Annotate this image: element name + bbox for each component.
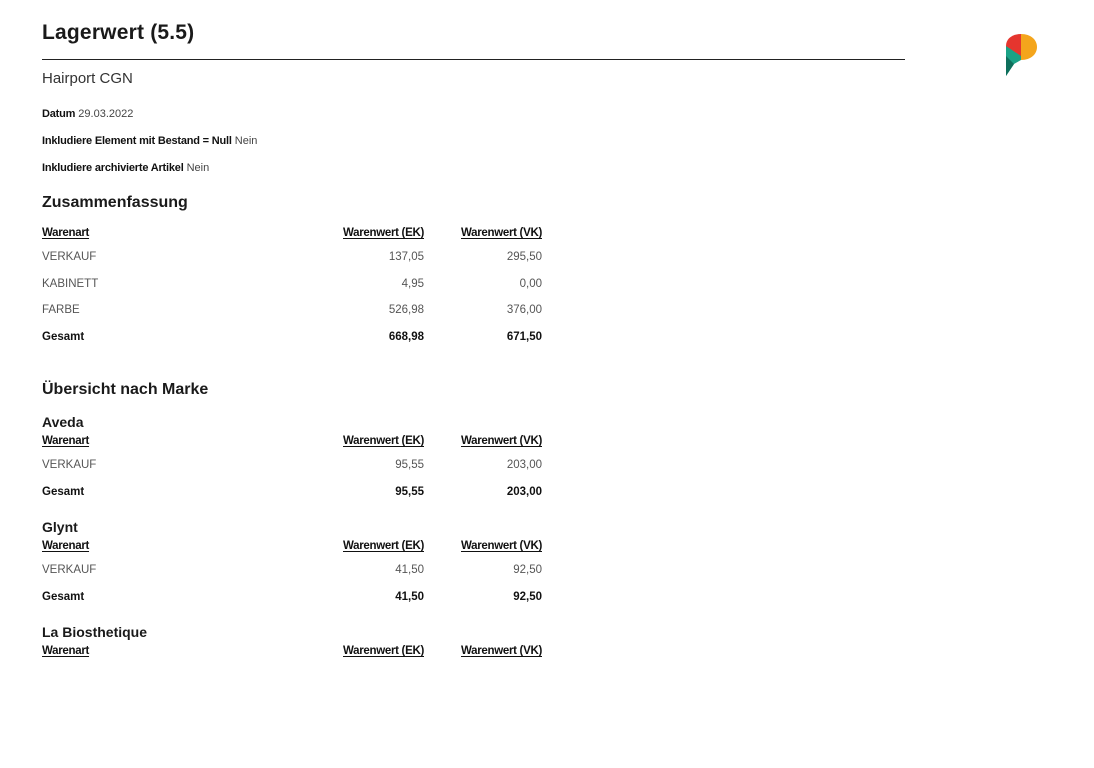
column-header-type: Warenart bbox=[42, 645, 90, 657]
report-title: Lagerwert (5.5) bbox=[42, 18, 905, 60]
summary-table bbox=[42, 223, 542, 350]
brand-table-aveda bbox=[42, 431, 542, 505]
cell-type: VERKAUF bbox=[42, 564, 97, 576]
total-ek: 668,98 bbox=[388, 330, 424, 343]
cell-ek: 4,95 bbox=[401, 277, 424, 290]
meta-value: Nein bbox=[234, 135, 258, 147]
column-header-ek: Warenwert (EK) bbox=[343, 645, 424, 657]
total-row bbox=[42, 324, 542, 351]
report-subtitle: Hairport CGN bbox=[42, 70, 133, 87]
column-header-ek: Warenwert (EK) bbox=[343, 435, 424, 447]
column-header-type: Warenart bbox=[42, 435, 90, 447]
brands-section-title: Übersicht nach Marke bbox=[42, 381, 209, 398]
table-header-row bbox=[42, 223, 542, 244]
total-ek: 41,50 bbox=[395, 590, 424, 603]
cell-vk: 203,00 bbox=[506, 459, 542, 471]
table-row bbox=[42, 557, 542, 584]
cell-type: KABINETT bbox=[42, 277, 99, 290]
table-header-row bbox=[42, 641, 542, 662]
table-row bbox=[42, 244, 542, 271]
brand-title-glynt: Glynt bbox=[42, 519, 78, 535]
meta-value: 29.03.2022 bbox=[78, 108, 134, 120]
column-header-ek: Warenwert (EK) bbox=[343, 227, 424, 239]
meta-label: Inkludiere Element mit Bestand = Null bbox=[42, 135, 232, 147]
column-header-type: Warenart bbox=[42, 540, 90, 552]
logo-segment-orange bbox=[1021, 34, 1037, 60]
column-header-ek: Warenwert (EK) bbox=[343, 540, 424, 552]
summary-title: Zusammenfassung bbox=[42, 194, 188, 211]
cell-ek: 41,50 bbox=[395, 564, 424, 576]
total-label: Gesamt bbox=[42, 330, 85, 343]
table-row bbox=[42, 297, 542, 324]
cell-type: VERKAUF bbox=[42, 251, 97, 263]
cell-vk: 376,00 bbox=[506, 304, 542, 316]
cell-ek: 137,05 bbox=[388, 251, 424, 263]
brand-table-la-biosthetique bbox=[42, 641, 542, 662]
brand-title-aveda: Aveda bbox=[42, 414, 84, 430]
cell-type: FARBE bbox=[42, 304, 80, 316]
cell-vk: 295,50 bbox=[506, 251, 542, 263]
total-label: Gesamt bbox=[42, 485, 85, 498]
brand-title-la-biosthetique: La Biosthetique bbox=[42, 624, 148, 640]
meta-include-archived bbox=[42, 161, 905, 175]
cell-vk: 0,00 bbox=[519, 277, 542, 290]
total-row bbox=[42, 479, 542, 506]
total-label: Gesamt bbox=[42, 590, 85, 603]
cell-ek: 526,98 bbox=[388, 304, 424, 316]
total-vk: 92,50 bbox=[513, 590, 542, 603]
cell-type: VERKAUF bbox=[42, 459, 97, 471]
meta-label: Inkludiere archivierte Artikel bbox=[42, 162, 184, 174]
report-meta bbox=[42, 107, 905, 175]
cell-ek: 95,55 bbox=[395, 459, 424, 471]
meta-date bbox=[42, 107, 905, 121]
column-header-vk: Warenwert (VK) bbox=[461, 645, 542, 657]
brand-logo-icon bbox=[1003, 32, 1039, 78]
cell-vk: 92,50 bbox=[513, 564, 542, 576]
total-vk: 203,00 bbox=[506, 485, 542, 498]
table-row bbox=[42, 452, 542, 479]
table-row bbox=[42, 271, 542, 298]
report-page bbox=[42, 18, 905, 662]
column-header-vk: Warenwert (VK) bbox=[461, 435, 542, 447]
column-header-vk: Warenwert (VK) bbox=[461, 227, 542, 239]
total-ek: 95,55 bbox=[395, 485, 424, 498]
meta-value: Nein bbox=[186, 162, 210, 174]
meta-include-zero-stock bbox=[42, 134, 905, 148]
table-header-row bbox=[42, 431, 542, 452]
table-header-row bbox=[42, 536, 542, 557]
total-vk: 671,50 bbox=[506, 330, 542, 343]
meta-label: Datum bbox=[42, 108, 76, 120]
brand-table-glynt bbox=[42, 536, 542, 610]
total-row bbox=[42, 584, 542, 611]
column-header-type: Warenart bbox=[42, 227, 90, 239]
column-header-vk: Warenwert (VK) bbox=[461, 540, 542, 552]
